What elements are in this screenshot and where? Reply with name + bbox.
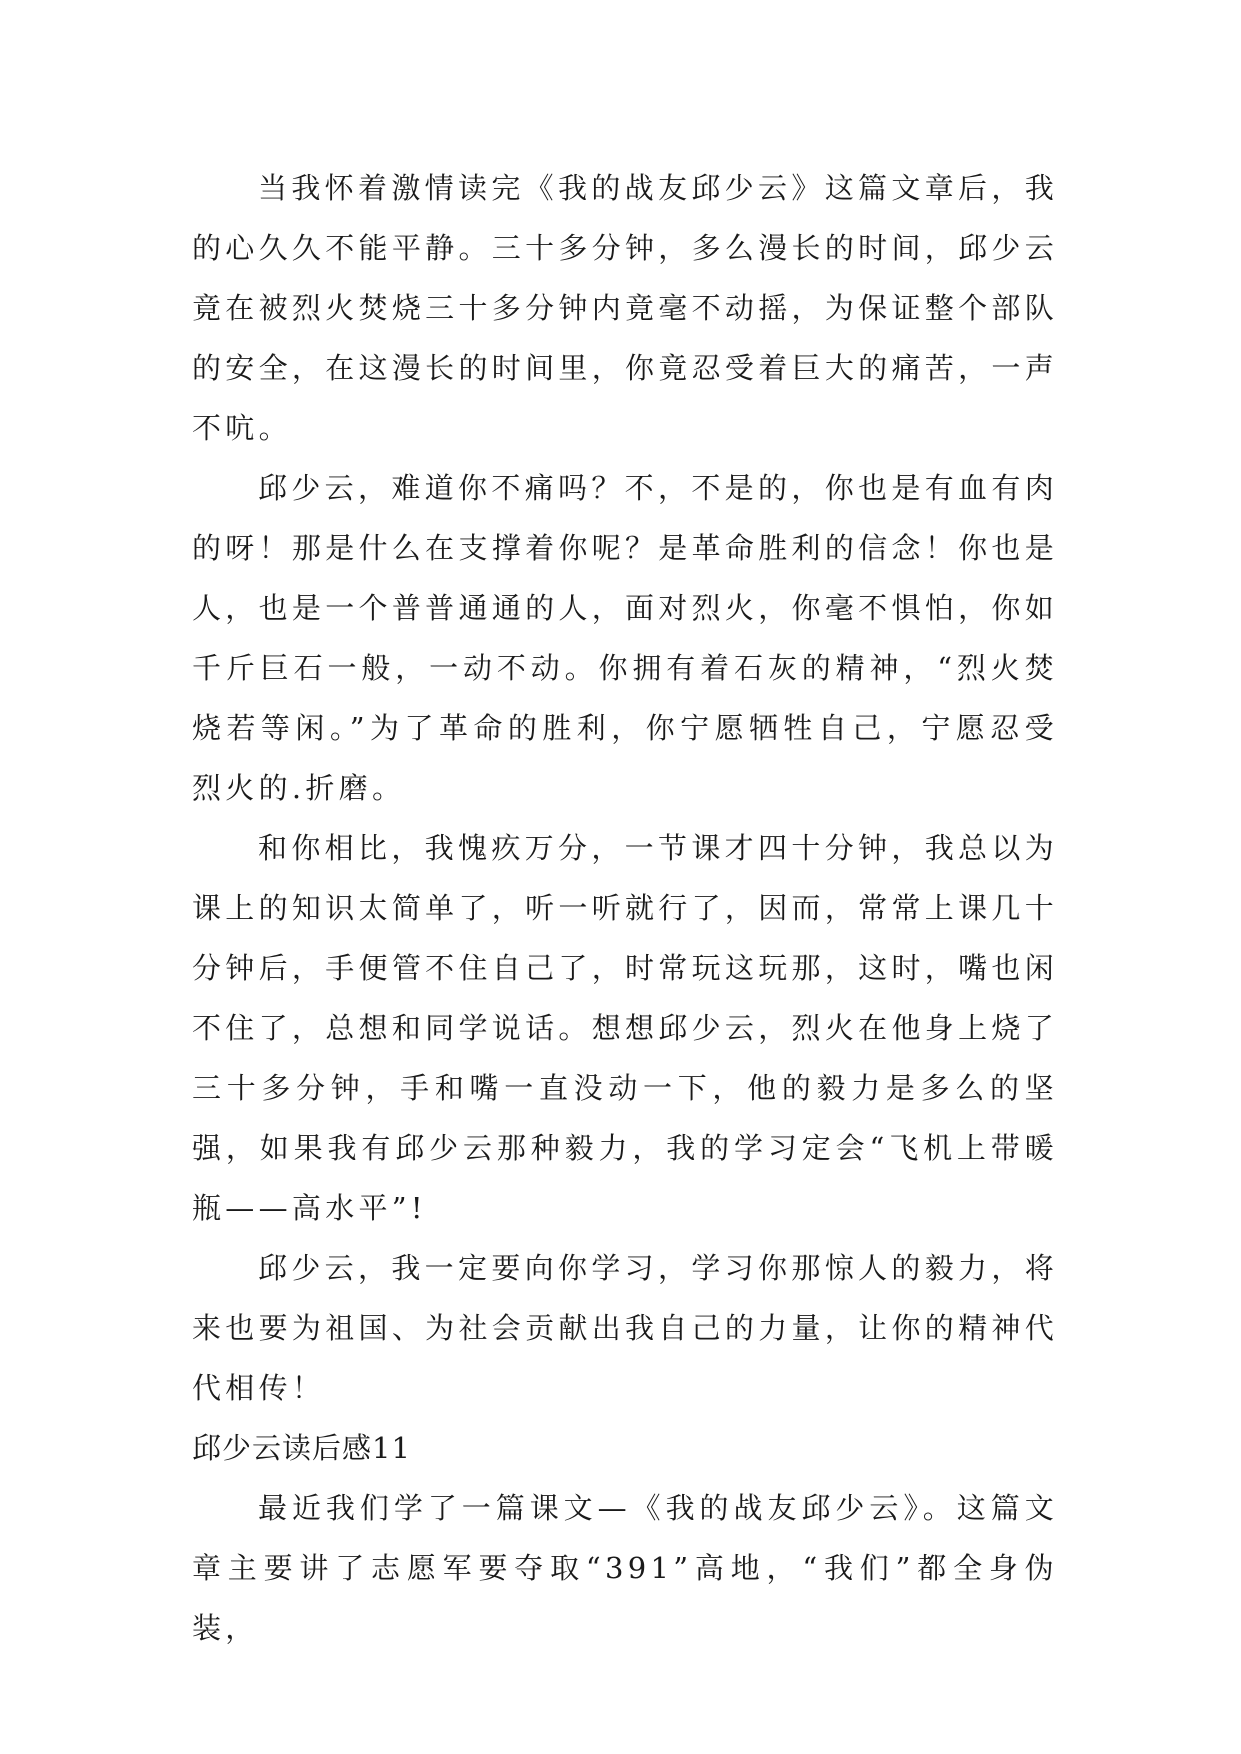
paragraph: 最近我们学了一篇课文—《我的战友邱少云》。这篇文章主要讲了志愿军要夺取“391”高地，“我们”都全身伪装， bbox=[192, 1491, 1058, 1645]
paragraph: 和你相比，我愧疚万分，一节课才四十分钟，我总以为课上的知识太简单了，听一听就行了，因而，常常上课几十分钟后，手便管不住自己了，时常玩这玩那，这时，嘴也闲不住了，总想和同学说话。想想邱少云，烈火在他身上烧了三十多分钟，手和嘴一直没动一下，他的毅力是多么的坚强，如果我有邱少云那种毅力，我的学习定会“飞机上带暖瓶——高水平”! bbox=[192, 831, 1058, 1225]
document-body bbox=[192, 158, 1058, 1658]
paragraph: 邱少云，我一定要向你学习，学习你那惊人的毅力，将来也要为祖国、为社会贡献出我自己的力量，让你的精神代代相传！ bbox=[192, 1251, 1058, 1405]
paragraph: 当我怀着激情读完《我的战友邱少云》这篇文章后，我的心久久不能平静。三十多分钟，多么漫长的时间，邱少云竟在被烈火焚烧三十多分钟内竟毫不动摇，为保证整个部队的安全，在这漫长的时间里，你竟忍受着巨大的痛苦，一声不吭。 bbox=[192, 171, 1058, 445]
section-heading: 邱少云读后感11 bbox=[192, 1431, 411, 1465]
paragraph: 邱少云，难道你不痛吗？不，不是的，你也是有血有肉的呀！那是什么在支撑着你呢？是革命胜利的信念！你也是人，也是一个普普通通的人，面对烈火，你毫不惧怕，你如千斤巨石一般，一动不动。你拥有着石灰的精神，“烈火焚烧若等闲。”为了革命的胜利，你宁愿牺牲自己，宁愿忍受烈火的.折磨。 bbox=[192, 471, 1058, 805]
